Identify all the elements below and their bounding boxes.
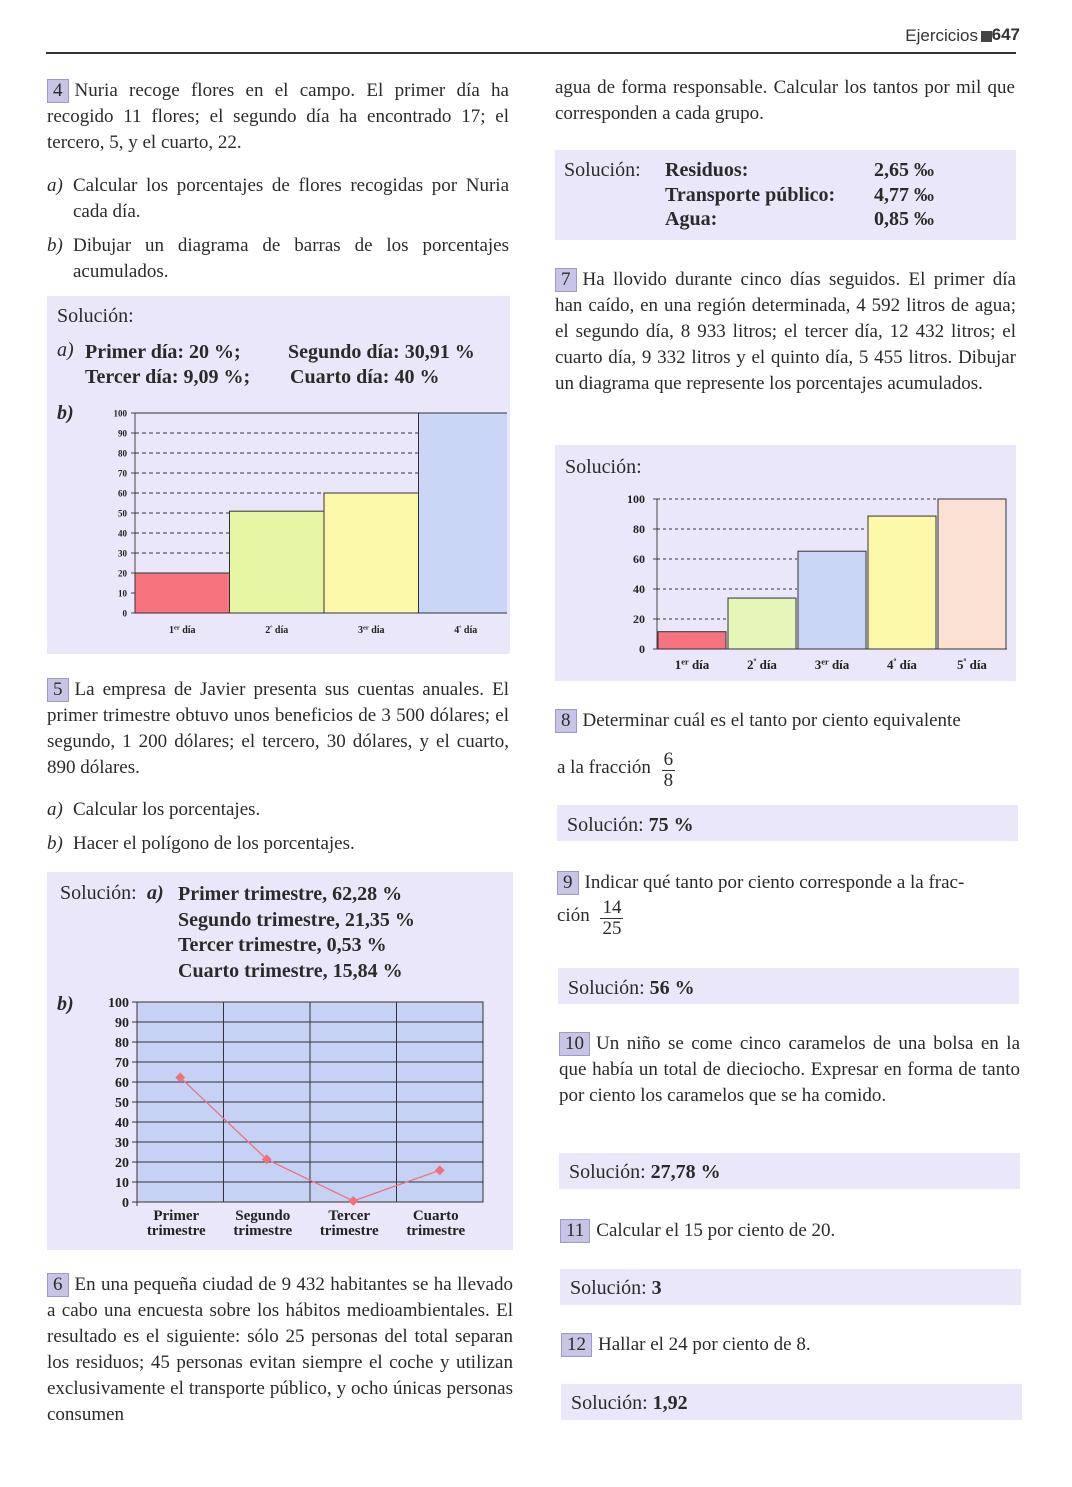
x-tick-label: Cuarto [412, 1208, 459, 1224]
x-tick-label: 1er día [674, 656, 710, 672]
solution-line: Segundo trimestre, 21,35 % [178, 908, 415, 931]
solution-line: Cuarto trimestre, 15,84 % [178, 959, 403, 982]
exercise-4-text: Nuria recoge flores en el campo. El primer día ha recogido 11 flores; el segundo día ha encontrado 17; el tercero, 5, y el cuarto, 22. [47, 80, 509, 153]
fraction-numerator: 6 [663, 749, 674, 770]
exercise-11-text: Calcular el 15 por ciento de 20. [596, 1220, 836, 1241]
solution-value: Tercer día: 9,09 %; [85, 366, 251, 388]
page-header [46, 22, 1020, 54]
solution-title: Solución: [568, 977, 645, 999]
bar [135, 573, 230, 613]
solution-a-label: a) [57, 339, 74, 361]
item-b-label: b) [47, 833, 63, 854]
solution-title: Solución: [570, 1277, 647, 1299]
x-tick-label: trimestre [146, 1223, 206, 1239]
bar [230, 511, 325, 613]
section-title: Ejercicios [905, 26, 978, 45]
y-tick-label: 40 [633, 582, 645, 596]
exercise-11-number: 11 [560, 1219, 590, 1243]
fraction-intro: ción [557, 904, 590, 926]
y-tick-label: 80 [118, 448, 127, 459]
x-tick-label: trimestre [319, 1223, 379, 1239]
exercise-7-statement [555, 267, 1016, 397]
y-tick-label: 30 [115, 1136, 129, 1151]
bar [419, 413, 508, 613]
y-tick-label: 80 [115, 1036, 129, 1051]
y-tick-label: 20 [633, 612, 645, 626]
x-tick-label: Primer [153, 1208, 200, 1224]
y-tick-label: 60 [115, 1076, 129, 1091]
fraction [662, 750, 676, 791]
exercise-8-statement [555, 708, 1021, 734]
exercise-12-statement [561, 1332, 1022, 1358]
cumulative-bar-chart-rain [595, 485, 1013, 681]
y-tick-label: 20 [118, 568, 127, 579]
x-tick-label: $2^º$ día [747, 656, 777, 672]
bar [868, 516, 936, 649]
exercise-9-solution [558, 968, 1019, 1004]
bar [938, 499, 1006, 649]
solution-value: 1,92 [652, 1392, 688, 1414]
exercise-4-item-b [47, 233, 509, 285]
y-tick-label: 0 [122, 608, 127, 619]
y-tick-label: 30 [118, 548, 127, 559]
solution-value: 3 [651, 1277, 662, 1299]
solution-title: Solución: [57, 305, 134, 327]
solution-value: Primer día: 20 %; [85, 341, 241, 363]
exercise-9-text: Indicar qué tanto por ciento corresponde a la frac- [584, 872, 965, 893]
solution-label: Residuos: [665, 159, 749, 181]
y-tick-label: 10 [115, 1176, 129, 1191]
x-tick-label: Tercer [328, 1208, 371, 1224]
exercise-6-number: 6 [47, 1273, 69, 1297]
fraction-intro: a la fracción [557, 756, 651, 778]
cumulative-bar-chart-flowers [77, 401, 507, 641]
fraction-denominator: 25 [602, 918, 622, 939]
x-tick-label: $2^º$ día [265, 624, 289, 636]
y-tick-label: 50 [118, 508, 127, 519]
item-a-label: a) [47, 175, 63, 196]
exercise-8-fraction-line [557, 748, 675, 789]
exercise-9-number: 9 [557, 871, 579, 895]
exercise-5-solution [47, 872, 513, 1250]
solution-b-label: b) [57, 993, 74, 1015]
solution-line: Tercer trimestre, 0,53 % [178, 934, 387, 956]
exercise-10-number: 10 [559, 1032, 590, 1056]
exercise-12-solution [561, 1384, 1022, 1420]
solution-line: Primer trimestre, 62,28 % [178, 883, 403, 905]
y-tick-label: 10 [118, 588, 127, 599]
solution-title: Solución: [60, 882, 137, 904]
exercise-5-number: 5 [47, 678, 69, 702]
exercise-8-number: 8 [555, 709, 577, 733]
exercise-12-number: 12 [561, 1333, 592, 1357]
exercise-4-number: 4 [47, 79, 69, 103]
exercise-11-solution [560, 1269, 1021, 1305]
exercise-10-solution [559, 1153, 1020, 1189]
y-tick-label: 100 [627, 492, 645, 506]
x-tick-label: trimestre [406, 1223, 466, 1239]
y-tick-label: 20 [115, 1156, 129, 1171]
exercise-4-item-a [47, 173, 509, 225]
solution-title: Solución: [567, 814, 644, 836]
exercise-4-statement [47, 78, 509, 156]
page-number: 647 [991, 25, 1020, 44]
solution-value: Cuarto día: 40 % [290, 366, 440, 388]
y-tick-label: 0 [122, 1196, 129, 1211]
fraction [600, 898, 623, 939]
exercise-6-statement [47, 1272, 513, 1428]
exercise-6-solution [555, 150, 1016, 240]
percentage-polygon-chart [77, 992, 507, 1247]
exercise-10-statement [559, 1031, 1020, 1109]
solution-value: 4,77 ‰ [874, 184, 934, 206]
exercise-8-text: Determinar cuál es el tanto por ciento equivalente [582, 710, 961, 731]
item-a-label: a) [47, 799, 63, 820]
item-a-text: Calcular los porcentajes. [73, 799, 261, 820]
solution-value: 2,65 ‰ [874, 159, 934, 181]
exercise-12-text: Hallar el 24 por ciento de 8. [598, 1334, 811, 1355]
exercise-10-text: Un niño se come cinco caramelos de una bolsa en la que había un total de dieciocho. Expresar en forma de tanto por ciento los caramelos que se ha comido. [559, 1033, 1020, 1106]
solution-value: 0,85 ‰ [874, 208, 934, 230]
y-tick-label: 60 [118, 488, 127, 499]
y-tick-label: 100 [113, 408, 127, 419]
exercise-11-statement [560, 1218, 1021, 1244]
square-icon [981, 31, 992, 42]
y-tick-label: 90 [118, 428, 127, 439]
bar [324, 493, 419, 613]
y-tick-label: 70 [118, 468, 127, 479]
y-tick-label: 80 [633, 522, 645, 536]
item-b-text: Hacer el polígono de los porcentajes. [73, 833, 355, 854]
x-tick-label: 1er día [168, 624, 196, 636]
exercise-5-statement [47, 677, 509, 781]
item-b-text: Dibujar un diagrama de barras de los porcentajes acumulados. [73, 235, 509, 282]
exercise-5-item-a [47, 797, 509, 823]
exercise-6-continued: agua de forma responsable. Calcular los tantos por mil que corresponden a cada grupo. [555, 77, 1015, 124]
y-tick-label: 90 [115, 1016, 129, 1031]
solution-list [178, 882, 415, 984]
fraction-denominator: 8 [663, 770, 674, 791]
y-tick-label: 50 [115, 1096, 129, 1111]
solution-title: Solución: [571, 1392, 648, 1414]
bar [728, 598, 796, 649]
y-tick-label: 40 [118, 528, 127, 539]
x-tick-label: $5^º$ día [957, 656, 987, 672]
exercise-7-number: 7 [555, 268, 577, 292]
y-tick-label: 60 [633, 552, 645, 566]
exercise-5-item-b [47, 831, 509, 857]
x-tick-label: 3er día [357, 624, 385, 636]
solution-value: Segundo día: 30,91 % [288, 341, 475, 363]
solution-title: Solución: [569, 1161, 646, 1183]
x-tick-label: $4^º$ día [887, 656, 917, 672]
exercise-6-text: En una pequeña ciudad de 9 432 habitantes se ha llevado a cabo una encuesta sobre los hábitos medioambientales. El resultado es el siguiente: sólo 25 personas del total separan los residuos; 45 personas evitan siempre el coche y utilizan exclusivamente el transporte público, y ocho únicas personas consumen [47, 1274, 513, 1425]
x-tick-label: 3er día [814, 656, 850, 672]
item-a-text: Calcular los porcentajes de flores recogidas por Nuria cada día. [73, 175, 509, 222]
exercise-7-text: Ha llovido durante cinco días seguidos. El primer día han caído, en una región determinada, 4 592 litros de agua; el segundo día, 8 933 litros; el tercer día, 12 432 litros; el cuarto día, 9 332 litros y el quinto día, 5 455 litros. Dibujar un diagrama que represente los porcentajes acumulados. [555, 269, 1016, 394]
solution-value: 56 % [649, 977, 695, 999]
fraction-numerator: 14 [602, 897, 622, 918]
x-tick-label: Segundo [235, 1208, 291, 1224]
solution-label: Transporte público: [665, 184, 836, 206]
bar [658, 632, 726, 649]
solution-b-label: b) [57, 402, 74, 424]
exercise-7-solution [555, 445, 1016, 681]
solution-title: Solución: [564, 159, 641, 181]
y-tick-label: 40 [115, 1116, 129, 1131]
item-b-label: b) [47, 235, 63, 256]
exercise-9-statement [557, 870, 1021, 896]
y-tick-label: 70 [115, 1056, 129, 1071]
solution-value: 27,78 % [650, 1161, 721, 1183]
x-tick-label: trimestre [233, 1223, 293, 1239]
solution-title: Solución: [565, 456, 642, 478]
solution-label: Agua: [665, 208, 718, 230]
bar [798, 551, 866, 649]
y-tick-label: 0 [639, 642, 645, 656]
exercise-8-solution [557, 805, 1018, 841]
exercise-4-solution [47, 296, 510, 654]
solution-value: 75 % [648, 814, 694, 836]
solution-a-label: a) [147, 882, 164, 904]
y-tick-label: 100 [108, 996, 129, 1011]
exercise-5-text: La empresa de Javier presenta sus cuentas anuales. El primer trimestre obtuvo unos beneficios de 3 500 dólares; el segundo, 1 200 dólares; el tercero, 30 dólares, y el cuarto, 890 dólares. [47, 679, 509, 778]
exercise-9-fraction-line [557, 896, 623, 937]
x-tick-label: $4^º$ día [454, 624, 478, 636]
